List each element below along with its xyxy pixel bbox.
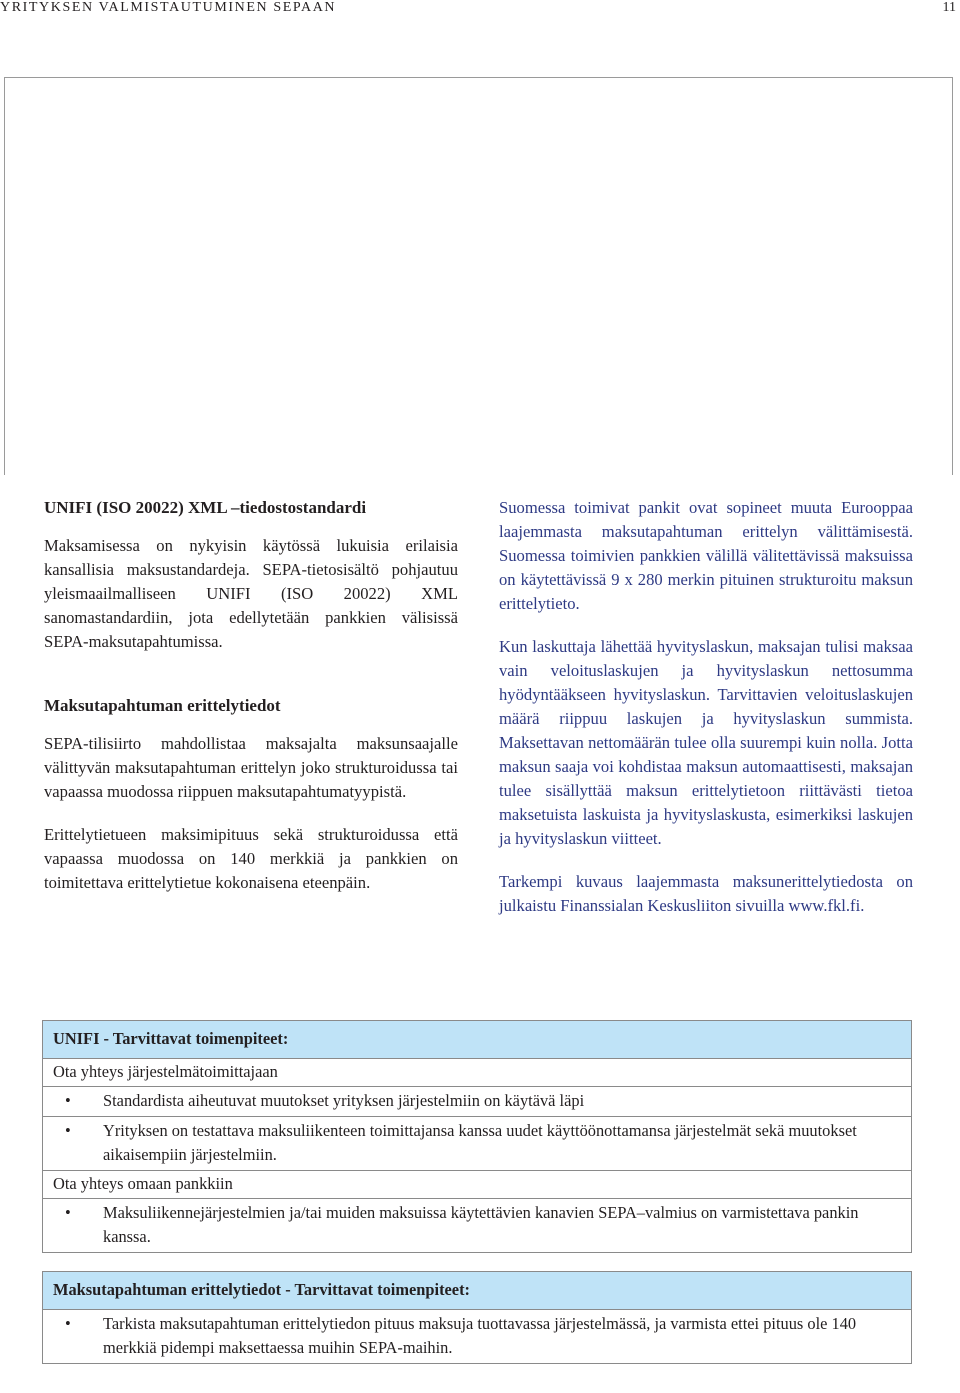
list-item-text: Standardista aiheutuvat muutokset yrityksen järjestelmiin on käytävä läpi	[103, 1091, 585, 1110]
heading-remittance-info: Maksutapahtuman erittelytiedot	[44, 696, 281, 715]
group-label-bank: Ota yhteys omaan pankkiin	[43, 1171, 911, 1199]
bullet-icon: •	[65, 1091, 71, 1110]
paragraph-finnish-banks: Suomessa toimivat pankit ovat sopineet muuta Eurooppaa laajemmasta maksutapahtuman erittelyn välittämisestä. Suomessa toimivien pankkien välillä välitettävissä maksuissa on käytettävissä 9 x 280 merkin pituinen strukturoitu maksun erittelytieto.	[499, 498, 913, 613]
paragraph-max-length: Erittelytietueen maksimipituus sekä strukturoidussa että vapaassa muodossa on 140 merkkiä ja pankkien on toimitettava erittelytietue kokonaisena eteenpäin.	[44, 825, 458, 892]
list-item	[43, 1117, 911, 1171]
bullet-icon: •	[65, 1121, 71, 1140]
page-number: 11	[942, 0, 956, 15]
list-item-text: Tarkista maksutapahtuman erittelytiedon pituus maksuja tuottavassa järjestelmässä, ja varmista ettei pituus ole 140 merkkiä pidempi maksettaessa muihin SEPA-maihin.	[103, 1314, 857, 1357]
left-column	[44, 496, 458, 895]
right-column	[499, 496, 913, 918]
header-title: YRITYKSEN VALMISTAUTUMINEN SEPAAN	[0, 0, 337, 15]
list-item	[43, 1199, 911, 1252]
box-title: UNIFI - Tarvittavat toimenpiteet:	[43, 1021, 911, 1059]
paragraph-credit-note: Kun laskuttaja lähettää hyvityslaskun, maksajan tulisi maksaa vain veloituslaskujen ja hyvityslaskun nettosumma hyödyntääkseen hyvityslaskun. Tarvittavien veloituslaskujen määrä riippuu laskujen ja hyvityslaskun summista. Maksettavan nettomäärän tulee olla suurempi kuin nolla. Jotta maksun saaja voi kohdistaa maksun automaattisesti, maksajan tulee sisällyttää maksun erittelytietoon riittävästi tietoa maksetuista laskuista ja hyvityslaskusta, esimerkiksi laskujen ja hyvityslaskun viitteet.	[499, 637, 913, 848]
bullet-icon: •	[65, 1203, 71, 1222]
image-frame	[4, 77, 953, 475]
paragraph-credit-transfer: SEPA-tilisiirto mahdollistaa maksajalta maksunsaajalle välittyvän maksutapahtuman erittelyn joko strukturoidussa tai vapaassa muodossa riippuen maksutapahtumatyypistä.	[44, 734, 458, 801]
list-item-text: Yrityksen on testattava maksuliikenteen toimittajansa kanssa uudet käyttöönottamansa järjestelmät sekä muutokset aikaisempiin järjestelmiin.	[103, 1121, 857, 1164]
paragraph-standards: Maksamisessa on nykyisin käytössä lukuisia erilaisia kansallisia maksustandardeja. SEPA-tietosisältö pohjautuu yleismaailmalliseen UNIFI (ISO 20022) XML sanomastandardiin, jota edellytetään pankkien välisissä SEPA-maksutapahtumissa.	[44, 536, 458, 651]
group-label-vendor: Ota yhteys järjestelmätoimittajaan	[43, 1059, 911, 1087]
bullet-icon: •	[65, 1314, 71, 1333]
box-title: Maksutapahtuman erittelytiedot - Tarvittavat toimenpiteet:	[43, 1272, 911, 1310]
list-item	[43, 1310, 911, 1363]
unifi-actions-box	[42, 1020, 912, 1253]
running-header	[0, 0, 960, 18]
heading-unifi-standard: UNIFI (ISO 20022) XML –tiedostostandardi	[44, 498, 367, 517]
list-item	[43, 1087, 911, 1117]
remittance-actions-box	[42, 1271, 912, 1364]
list-item-text: Maksuliikennejärjestelmien ja/tai muiden maksuissa käytettävien kanavien SEPA–valmius on varmistettava pankin kanssa.	[103, 1203, 859, 1246]
paragraph-more-info: Tarkempi kuvaus laajemmasta maksunerittelytiedosta on julkaistu Finanssialan Keskusliiton sivuilla www.fkl.fi.	[499, 872, 913, 915]
